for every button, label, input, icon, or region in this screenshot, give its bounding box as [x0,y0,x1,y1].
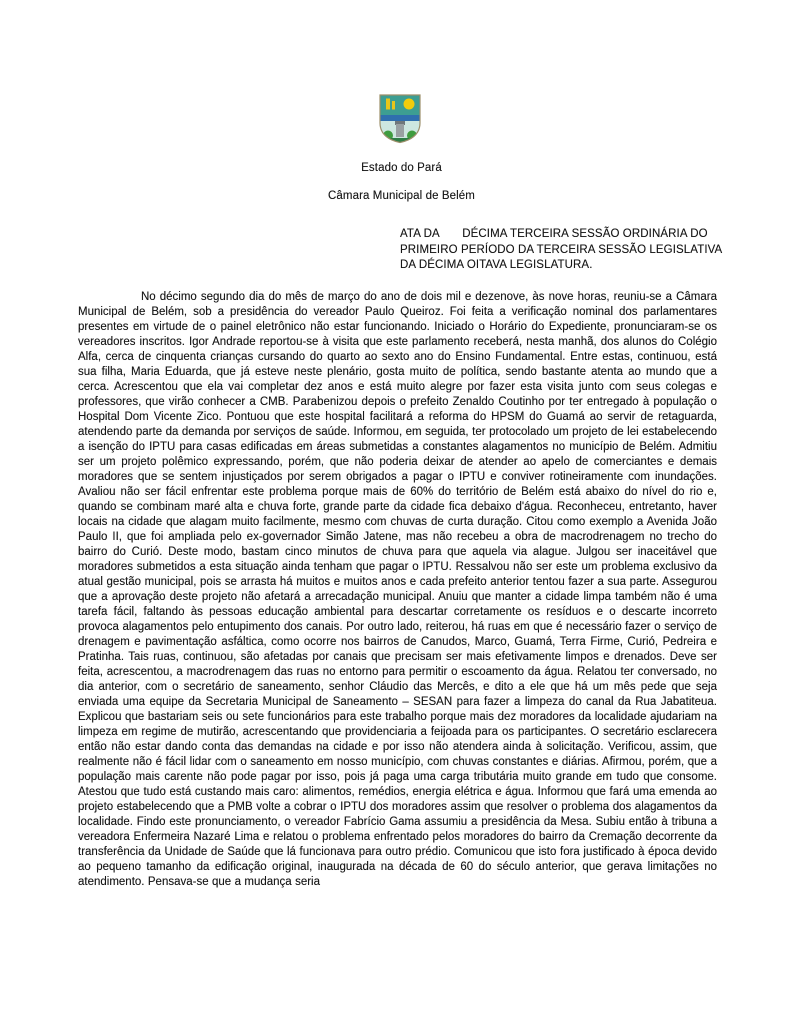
session-title [400,227,760,274]
state-heading: Estado do Pará [361,162,442,174]
belem-coat-of-arms-icon [379,94,421,144]
session-title-line-1: ATA DA DÉCIMA TERCEIRA SESSÃO ORDINÁRIA DO [400,228,708,240]
minutes-paragraph: No décimo segundo dia do mês de março do ano de dois mil e dezenove, às nove horas, reuniu-se a Câmara Municipal de Belém, sob a presidência do vereador Paulo Queiroz. Foi feita a verificação nominal dos parlamentares presentes em virtude de o painel eletrônico não estar funcionando. Iniciado o Horário do Expediente, pronunciaram-se os vereadores inscritos. Igor Andrade reportou-se à visita que este parlamento receberá, nesta manhã, dos alunos do Colégio Alfa, cerca de cinquenta crianças cursando do quarto ao sexto ano do Ensino Fundamental. Entre estas, continuou, está sua filha, Maria Eduarda, que já esteve neste plenário, gosta muito de política, sendo bastante atenta ao mundo que a cerca. Acrescentou que ela vai completar dez anos e está muito alegre por fazer esta visita junto com seus colegas e professores, que virão conhecer a CMB. Parabenizou depois o prefeito Zenaldo Coutinho por ter entregado à população o Hospital Dom Vicente Zico. Pontuou que este hospital facilitará a reforma do HPSM do Guamá ao servir de retaguarda, atendendo parte da demanda por serviços de saúde. Informou, em seguida, ter protocolado um projeto de lei estabelecendo a isenção do IPTU para casas edificadas em áreas submetidas a constantes alagamentos no município de Belém. Admitiu ser um projeto polêmico expressando, porém, que não poderia deixar de atender ao apelo de comerciantes e demais moradores que se sentem injustiçados por serem obrigados a pagar o IPTU e conviver rotineiramente com inundações. Avaliou não ser fácil enfrentar este problema porque mais de 60% do território de Belém está abaixo do nível do rio e, quando se combinam maré alta e chuva forte, grande parte da cidade fica debaixo d'água. Reconheceu, entretanto, haver locais na cidade que alagam muito facilmente, mesmo com chuvas de curta duração. Citou como exemplo a Avenida João Paulo II, que foi ampliada pelo ex-governador Simão Jatene, mas não recebeu a obra de macrodrenagem no trecho do bairro do Curió. Deste modo, bastam cinco minutos de chuva para que aquela via alague. Julgou ser inaceitável que moradores submetidos a esta situação ainda tenham que pagar o IPTU. Ressalvou não ser este um problema exclusivo da atual gestão municipal, pois se arrasta há muitos e muitos anos e cada prefeito anterior tentou fazer a sua parte. Assegurou que a aprovação deste projeto não afetará a arrecadação municipal. Anuiu que manter a cidade limpa também não é uma tarefa fácil, faltando às pessoas educação ambiental para descartar corretamente os resíduos e o descarte incorreto provoca alagamentos pelo entupimento dos canais. Por outro lado, reiterou, há ruas em que é necessário fazer o serviço de drenagem e pavimentação asfáltica, como ocorre nos bairros de Canudos, Marco, Guamá, Terra Firme, Curió, Pedreira e Pratinha. Tais ruas, continuou, são afetadas por canais que precisam ser mais efetivamente limpos e drenados. Deve ser feita, acrescentou, a macrodrenagem das ruas no entorno para permitir o escoamento da água. Relatou ter conversado, no dia anterior, com o secretário de saneamento, senhor Cláudio das Mercês, e dito a ele que há um mês pede que seja enviada uma equipe da Secretaria Municipal de Saneamento – SESAN para fazer a limpeza do canal da Rua Jabatiteua. Explicou que bastariam seis ou sete funcionários para este trabalho porque mais dez moradores da localidade ajudariam na limpeza em regime de mutirão, acrescentando que providenciaria a feijoada para os participantes. O secretário esclarecera então não estar dando conta das demandas na cidade e por isso não atendera ainda à solicitação. Verificou, assim, que realmente não é fácil lidar com o saneamento em nosso município, com chuvas constantes e diárias. Afirmou, porém, que a população mais carente não pode pagar por isso, pois já paga uma carga tributária muito grande em tudo que consome. Atestou que tudo está custando mais caro: alimentos, remédios, energia elétrica e água. Informou que fará uma emenda ao projeto estabelecendo que a PMB volte a cobrar o IPTU dos moradores assim que resolver o problema dos alagamentos da localidade. Findo este pronunciamento, o vereador Fabrício Gama assumiu a presidência da Mesa. Subiu então à tribuna a vereadora Enfermeira Nazaré Lima e relatou o problema enfrentado pelos moradores do bairro da Cremação decorrente da transferência da Unidade de Saúde que lá funcionava para outro prédio. Comunicou que isto fora justificado à época devido ao pequeno tamanho da edificação original, inaugurada na década de 60 do século anterior, que gerava limitações no atendimento. Pensava-se que a mudança seria [78,291,717,888]
chamber-heading: Câmara Municipal de Belém [328,190,475,202]
coat-of-arms-svg [379,94,421,144]
session-title-line-3: DA DÉCIMA OITAVA LEGISLATURA. [400,259,593,271]
session-title-line-2: PRIMEIRO PERÍODO DA TERCEIRA SESSÃO LEGISLATIVA [400,243,723,256]
